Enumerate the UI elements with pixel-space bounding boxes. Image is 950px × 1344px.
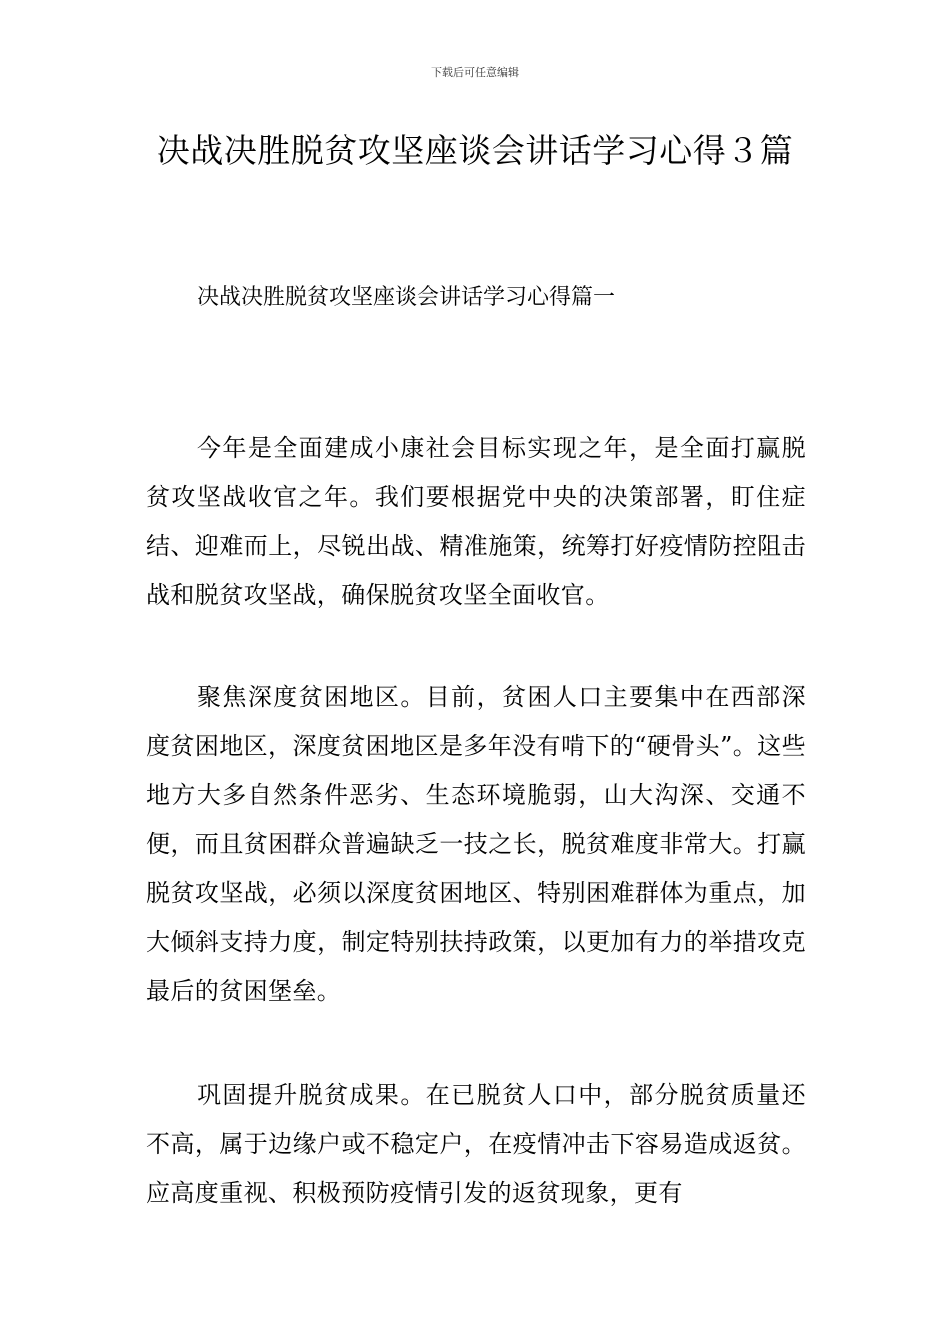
body-paragraph-1: 今年是全面建成小康社会目标实现之年，是全面打赢脱贫攻坚战收官之年。我们要根据党中央的决策部署，盯住症结、迎难而上，尽锐出战、精准施策，统筹打好疫情防控阻击战和脱贫攻坚战，确保脱贫攻坚全面收官。 [146, 434, 806, 609]
document-title: 决战决胜脱贫攻坚座谈会讲话学习心得３篇 [156, 131, 794, 170]
header-note: 下载后可任意编辑 [431, 66, 519, 79]
section-heading: 决战决胜脱贫攻坚座谈会讲话学习心得篇一 [197, 285, 616, 310]
body-paragraph-2: 聚焦深度贫困地区。目前，贫困人口主要集中在西部深度贫困地区，深度贫困地区是多年没有啃下的“硬骨头”。这些地方大多自然条件恶劣、生态环境脆弱，山大沟深、交通不便，而且贫困群众普遍缺乏一技之长，脱贫难度非常大。打赢脱贫攻坚战，必须以深度贫困地区、特别困难群体为重点，加大倾斜支持力度，制定特别扶持政策，以更加有力的举措攻克最后的贫困堡垒。 [146, 683, 806, 1005]
body-paragraph-3: 巩固提升脱贫成果。在已脱贫人口中，部分脱贫质量还不高，属于边缘户或不稳定户，在疫情冲击下容易造成返贫。应高度重视、积极预防疫情引发的返贫现象，更有 [146, 1081, 806, 1207]
